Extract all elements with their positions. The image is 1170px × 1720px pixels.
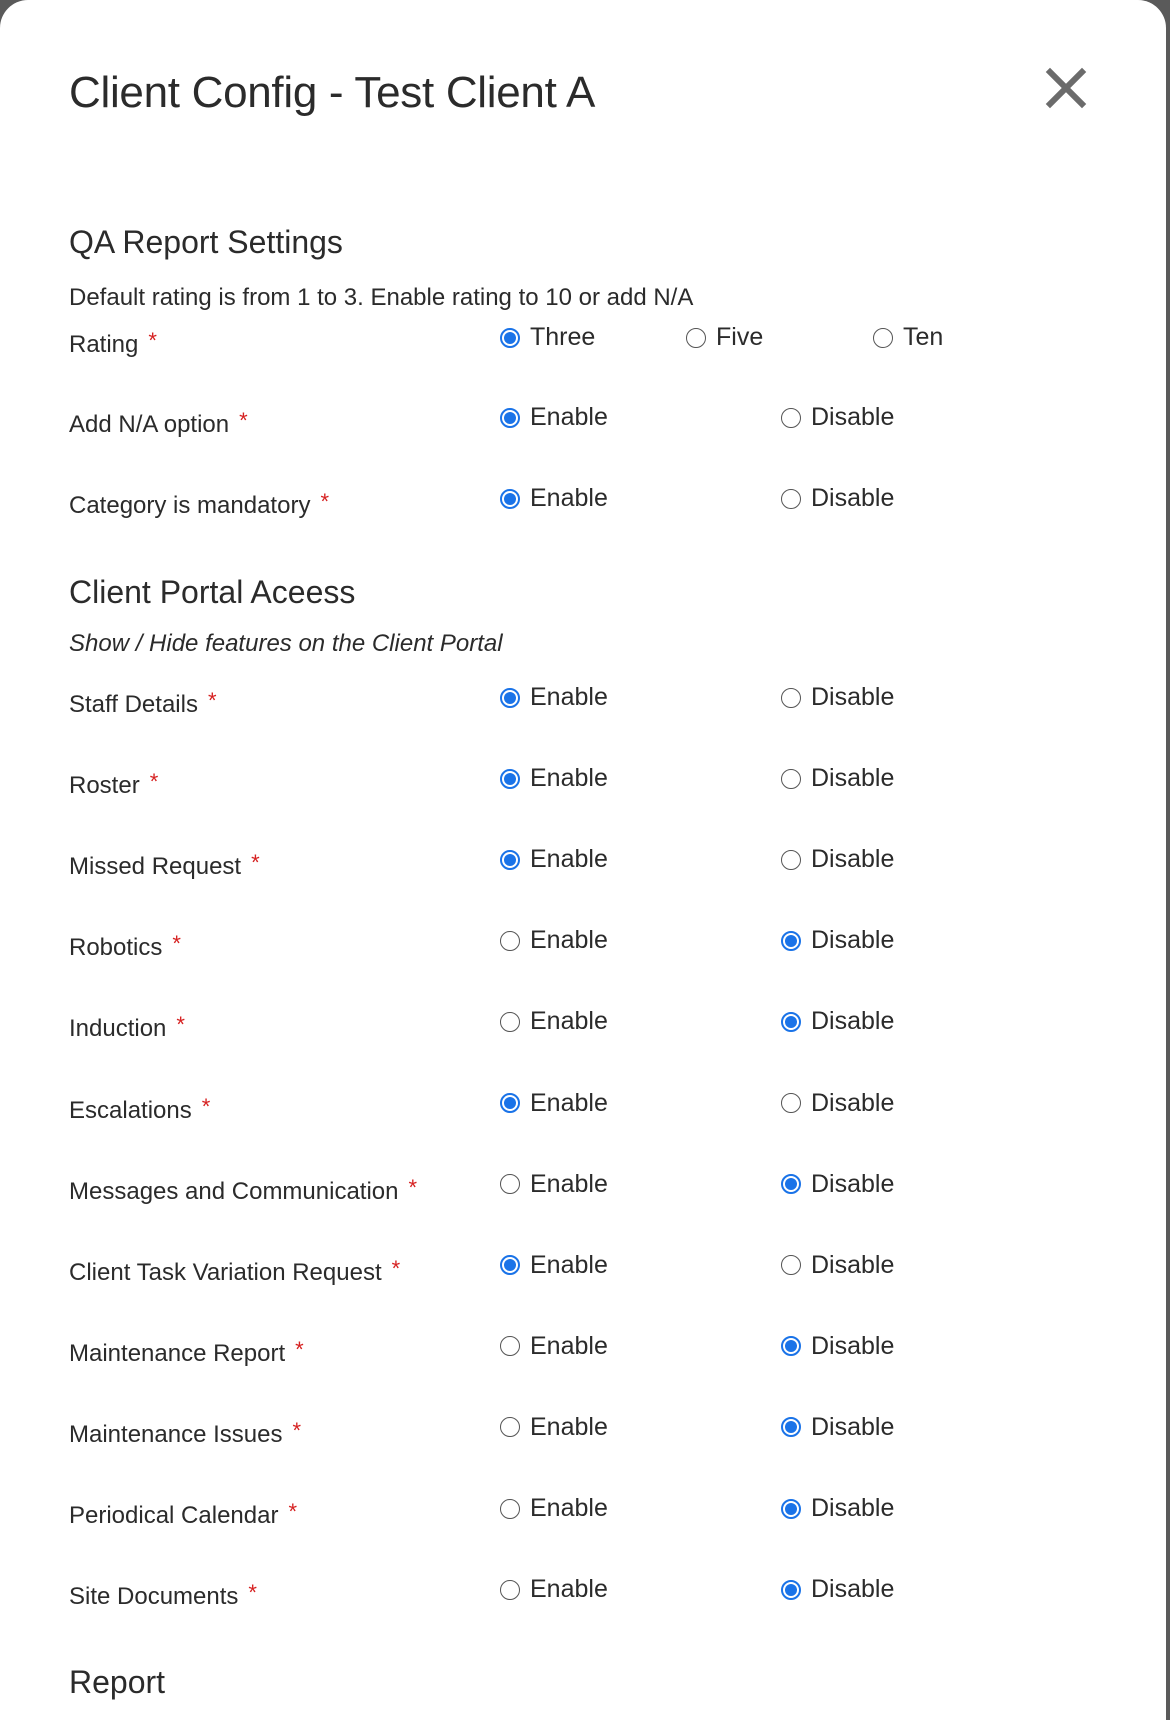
required-marker: *: [239, 408, 248, 433]
option-label: Disable: [811, 845, 895, 874]
messages-and-communication-enable-radio[interactable]: [500, 1170, 608, 1199]
label-escalations: [69, 1094, 210, 1125]
radio-button[interactable]: [781, 1580, 801, 1600]
rating-option-five[interactable]: [686, 323, 763, 352]
option-label: Disable: [811, 403, 895, 431]
escalations-enable-radio[interactable]: [500, 1089, 608, 1118]
option-label: Disable: [811, 764, 895, 793]
row-label-text: Robotics: [69, 934, 163, 962]
missed-request-disable-radio[interactable]: [781, 845, 894, 874]
periodical-calendar-enable-radio[interactable]: [500, 1494, 608, 1523]
label-roster: [69, 769, 158, 800]
required-marker: *: [320, 489, 330, 514]
option-label: Enable: [530, 845, 608, 874]
option-label: Enable: [530, 1169, 608, 1198]
radio-button[interactable]: [781, 850, 801, 870]
qa-section-title: QA Report Settings: [69, 224, 343, 260]
label-robotics: [69, 931, 181, 962]
qa-description: Default rating is from 1 to 3. Enable rating to 10 or add N/A: [69, 284, 694, 311]
label-missed-request: [69, 850, 260, 881]
row-label-text: Staff Details: [69, 691, 198, 718]
option-label: Disable: [811, 1007, 895, 1036]
radio-button[interactable]: [500, 1174, 520, 1194]
label-maintenance-report: [69, 1337, 304, 1368]
add-n-a-option-disable-radio[interactable]: [781, 403, 894, 432]
row-label-text: Roster: [69, 772, 140, 800]
row-label-text: Add N/A option: [69, 411, 230, 438]
robotics-enable-radio[interactable]: [500, 926, 608, 955]
portal-description: Show / Hide features on the Client Portal: [69, 630, 503, 657]
required-marker: *: [172, 931, 181, 957]
option-label: Disable: [811, 1169, 895, 1198]
option-label: Disable: [811, 484, 895, 512]
maintenance-report-enable-radio[interactable]: [500, 1332, 608, 1361]
label-add-n-a-option: [69, 408, 248, 439]
radio-button[interactable]: [500, 1336, 520, 1356]
required-marker: *: [408, 1174, 418, 1200]
radio-button[interactable]: [781, 1093, 801, 1113]
radio-button[interactable]: [500, 1417, 520, 1437]
site-documents-enable-radio[interactable]: [500, 1575, 608, 1604]
option-label: Disable: [811, 1331, 895, 1360]
row-label-text: Messages and Communication: [69, 1177, 399, 1205]
site-documents-disable-radio[interactable]: [781, 1575, 894, 1604]
radio-button[interactable]: [500, 408, 520, 428]
option-label: Ten: [903, 323, 944, 351]
radio-button[interactable]: [500, 688, 520, 708]
required-marker: *: [251, 850, 260, 876]
row-label-text: Client Task Variation Request: [69, 1258, 382, 1286]
row-label-text: Periodical Calendar: [69, 1502, 279, 1529]
required-marker: *: [148, 328, 157, 353]
option-label: Three: [530, 323, 596, 351]
report-section-title: Report: [69, 1664, 166, 1700]
radio-button[interactable]: [781, 408, 801, 428]
add-n-a-option-enable-radio[interactable]: [500, 403, 608, 432]
messages-and-communication-disable-radio[interactable]: [781, 1170, 894, 1199]
radio-button[interactable]: [500, 328, 520, 348]
option-label: Enable: [530, 1007, 608, 1036]
radio-button[interactable]: [500, 850, 520, 870]
option-label: Enable: [530, 1494, 608, 1522]
required-marker: *: [176, 1012, 185, 1038]
radio-button[interactable]: [781, 1012, 801, 1032]
option-label: Enable: [530, 1250, 608, 1279]
maintenance-report-disable-radio[interactable]: [781, 1332, 894, 1361]
option-label: Enable: [530, 1575, 608, 1604]
rating-option-three[interactable]: [500, 323, 595, 352]
row-label-text: Escalations: [69, 1096, 192, 1124]
label-site-documents: [69, 1580, 257, 1611]
rating-option-ten[interactable]: [873, 323, 943, 352]
row-label-text: Site Documents: [69, 1583, 239, 1611]
client-task-variation-request-enable-radio[interactable]: [500, 1251, 608, 1280]
row-label-text: Missed Request: [69, 853, 242, 881]
radio-button[interactable]: [500, 931, 520, 951]
roster-disable-radio[interactable]: [781, 764, 894, 793]
portal-section-title: Client Portal Aceess: [69, 574, 356, 610]
required-marker: *: [292, 1417, 302, 1443]
induction-disable-radio[interactable]: [781, 1007, 894, 1036]
radio-button[interactable]: [873, 328, 893, 348]
option-label: Disable: [811, 1088, 895, 1117]
radio-button[interactable]: [500, 1499, 520, 1519]
rating-label-text: Rating: [69, 331, 139, 358]
staff-details-disable-radio[interactable]: [781, 683, 894, 712]
radio-button[interactable]: [781, 1499, 801, 1519]
option-label: Disable: [811, 683, 895, 711]
radio-button[interactable]: [781, 1255, 801, 1275]
label-periodical-calendar: [69, 1499, 297, 1530]
label-staff-details: [69, 688, 217, 719]
radio-button[interactable]: [781, 931, 801, 951]
radio-button[interactable]: [500, 769, 520, 789]
radio-button[interactable]: [781, 769, 801, 789]
radio-button[interactable]: [500, 1093, 520, 1113]
radio-button[interactable]: [500, 489, 520, 509]
option-label: Enable: [530, 926, 608, 955]
option-label: Disable: [811, 1250, 895, 1279]
maintenance-issues-enable-radio[interactable]: [500, 1413, 608, 1442]
row-label-text: Induction: [69, 1015, 167, 1043]
label-category-is-mandatory: [69, 489, 329, 520]
required-marker: *: [201, 1093, 211, 1119]
label-maintenance-issues: [69, 1418, 301, 1449]
option-label: Disable: [811, 1494, 895, 1522]
required-marker: *: [248, 1580, 257, 1606]
required-marker: *: [295, 1336, 304, 1362]
option-label: Enable: [530, 683, 608, 711]
option-label: Five: [716, 323, 764, 351]
option-label: Disable: [811, 1575, 895, 1604]
periodical-calendar-disable-radio[interactable]: [781, 1494, 894, 1523]
radio-button[interactable]: [686, 328, 706, 348]
rating-label: [69, 328, 157, 359]
close-icon: [1044, 66, 1088, 110]
maintenance-issues-disable-radio[interactable]: [781, 1413, 894, 1442]
option-label: Enable: [530, 1331, 608, 1360]
radio-button[interactable]: [781, 688, 801, 708]
missed-request-enable-radio[interactable]: [500, 845, 608, 874]
radio-button[interactable]: [781, 489, 801, 509]
roster-enable-radio[interactable]: [500, 764, 608, 793]
escalations-disable-radio[interactable]: [781, 1089, 894, 1118]
category-is-mandatory-disable-radio[interactable]: [781, 484, 894, 513]
staff-details-enable-radio[interactable]: [500, 683, 608, 712]
close-button[interactable]: [1044, 66, 1092, 114]
option-label: Enable: [530, 764, 608, 793]
row-label-text: Maintenance Issues: [69, 1420, 283, 1448]
option-label: Enable: [530, 484, 608, 512]
option-label: Enable: [530, 1412, 608, 1441]
required-marker: *: [149, 769, 159, 795]
row-label-text: Category is mandatory: [69, 492, 311, 519]
label-induction: [69, 1012, 185, 1043]
required-marker: *: [391, 1255, 401, 1281]
client-task-variation-request-disable-radio[interactable]: [781, 1251, 894, 1280]
option-label: Disable: [811, 926, 895, 955]
robotics-disable-radio[interactable]: [781, 926, 894, 955]
option-label: Disable: [811, 1412, 895, 1441]
row-label-text: Maintenance Report: [69, 1339, 286, 1367]
radio-button[interactable]: [781, 1174, 801, 1194]
required-marker: *: [207, 688, 217, 713]
label-messages-and-communication: [69, 1175, 417, 1206]
radio-button[interactable]: [500, 1255, 520, 1275]
option-label: Enable: [530, 403, 608, 431]
required-marker: *: [288, 1499, 298, 1524]
option-label: Enable: [530, 1088, 608, 1117]
category-is-mandatory-enable-radio[interactable]: [500, 484, 608, 513]
induction-enable-radio[interactable]: [500, 1007, 608, 1036]
radio-button[interactable]: [500, 1580, 520, 1600]
modal-title: Client Config - Test Client A: [69, 68, 596, 117]
radio-button[interactable]: [500, 1012, 520, 1032]
radio-button[interactable]: [781, 1417, 801, 1437]
label-client-task-variation-request: [69, 1256, 400, 1287]
radio-button[interactable]: [781, 1336, 801, 1356]
